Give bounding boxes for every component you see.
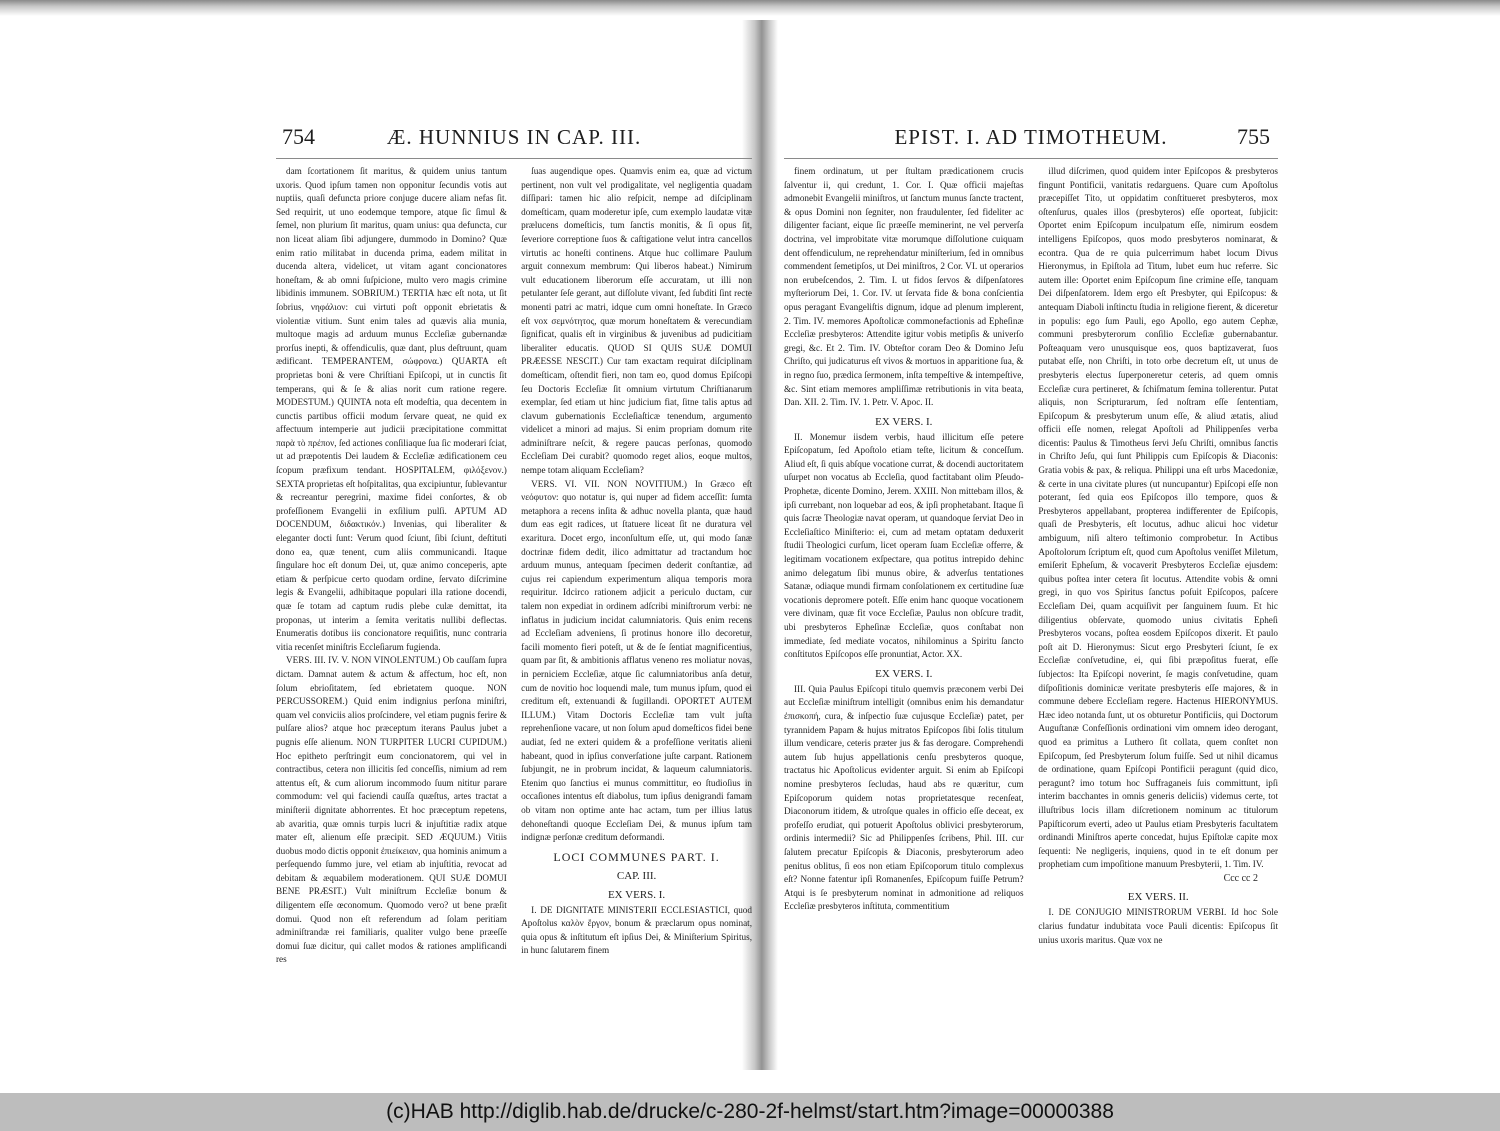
left-page-number: 754 [282,124,315,149]
section-heading: LOCI COMMUNES PART. I. [553,849,720,864]
paragraph: I. DE DIGNITATE MINISTERII ECCLESIASTICI, quod Apoſtolus καλὸν ἔργον, bonum & præclarum opus nominat, quia opus & inſtitutum eſt ipſius Dei, & Miniſterium Spiritus, in hunc ſalutarem finem [521,904,752,956]
section-heading: EX VERS. I. [875,415,933,428]
paragraph: finem ordinatum, ut per ſtultam prædicationem crucis ſalventur ii, qui credunt, 1. Cor. I. Quæ officii majeſtas admonebit Evangelii miniſtros, ut ſanctum munus ſancte tractent, & opus Domini non ſegniter, non fraudulenter, ſed fideliter ac diligenter faciant, eique ſic præeſſe meminerint, ne vel perverſa doctrina, vel improbitate vitæ morumque diſſolutione cuiquam dent offendiculum, ne reprehendatur miniſterium, ſed in omnibus commendent ſemetipſos, ut Dei miniſtros, 2 Cor. VI. ut operarios non erubeſcendos, 2. Tim. I. ut fidos ſervos & diſpenſatores myſteriorum Dei, 1. Cor. IV. ut ſervata fide & bona conſcientia opus peragant Evangeliſtis dignum, idque ad plenum implerent, 2. Tim. IV. memores Apoſtolicæ commonefactionis ad Epheſinæ Eccleſiæ presbyteros: Attendite igitur vobis metipſis & univerſo gregi, &c. Et 2. Tim. IV. Obteſtor coram Deo & Domino Jeſu Chriſto, qui judicaturus eſt vivos & mortuos in apparitione ſua, & in regno ſuo, prædica ſermonem, inſta tempeſtive & intempeſtive, &c. Sint etiam memores ampliſſimæ retributionis in vita beata, Dan. XII. 2. Tim. IV. 1. Petr. V. Apoc. II. [784,166,1024,408]
left-col-2 [521,165,752,995]
paragraph: ſuas augendique opes. Quamvis enim ea, quæ ad victum pertinent, non vult vel prodigalitate, vel negligentia quadam diſſipari: tamen hic alio reſpicit, nempe ad diſciplinam domeſticam, quam moderetur ipſe, cum exemplo laudatæ vitæ prælucens domeſticis, tum ſanctis monitis, & ſi opus ſit, ſeveriore correptione ſuos & caſtigatione velut intra cancellos virtutis ac honeſti continens. Atque huc collimare Paulum arguit connexum membrum: Qui liberos habeat.) Nimirum vult educationem liberorum eſſe accuratam, ut illi non petulanter ſeſe gerant, aut diſſolute vivant, ſed ſubditi ſint recte monenti patri ac matri, idque cum omni honeſtate. In Græco eſt vox σεμνότητος, quæ morum honeſtatem & verecundiam ſignificat, qualis eſt in virginibus & juvenibus ad pudicitiam liberaliter educatis. QUOD SI QUIS SUÆ DOMUI PRÆESSE NESCIT.) Cur tam exactam requirat diſciplinam domeſticam, oſtendit fieri, non tam eo, quod domus Epiſcopi ſeu Doctoris Eccleſiæ ſit omnium virtutum Chriſtianarum exemplar, ſed etiam ut hinc judicium fiat, ſitne talis aptus ad clavum gubernationis Eccleſiaſticæ tenendum, argumento videlicet a minori ad majus. Si enim propriam domum rite adminiſtrare neſcit, & regere paucas perſonas, quomodo Eccleſiam Dei curabit? quomodo reget alios, eoque multos, nempe totam aliquam Eccleſiam? [521,166,752,476]
scan-top-edge [0,0,1500,16]
paragraph: II. Monemur iisdem verbis, haud illicitum eſſe petere Epiſcopatum, ſed Apoſtolo etiam teſte, licitum & conceſſum. Aliud eſt, ſi quis abſque vocatione currat, & docendi auctoritatem uſurpet non vocatus ab Eccleſia, quod factitabant olim Pſeudo-Prophetæ, dicente Domino, Jerem. XXIII. Non mittebam illos, & ipſi currebant, non loquebar ad eos, & ipſi prophetabant. Itaque ſi quis ſacræ Theologiæ navat operam, ut quandoque ſerviat Deo in Eccleſiaſtico Miniſterio: ei, cum ad metam optatam deduxerit ſtudii Theologici curſum, licet operam ſuam Eccleſiæ offerre, & legitimam vocationem exſpectare, qua potitus intrepido dehinc animo delegatum ſibi munus obire, & adverſus tentationes Satanæ, odiaque mundi firmam conſolationem ex certitudine ſuæ vocationis depromere poteſt. Eſſe enim hanc quoque vocationem vere divinam, quæ fit voce Eccleſiæ, Paulus non obſcure tradit, ubi presbyteros Epheſinæ Eccleſiæ, quos conſtabat non immediate, ſed mediate vocatos, nihilominus a Spiritu ſancto conſtitutos Epiſcopos eſſe pronuntiat, Actor. XX. [784,431,1024,660]
right-running-head: EPIST. I. AD TIMOTHEUM. [894,125,1168,149]
paragraph: III. Quia Paulus Epiſcopi titulo quemvis præconem verbi Dei aut Eccleſiæ miniſtrum intelligit (omnibus enim his demandatur ἐπισκοπή, cura, & inſpectio ſuæ cujusque Eccleſiæ) patet, per tyrannidem Papam & hujus mitratos Epiſcopos ſibi ſolis titulum illum vendicare, ceteris præter jus & fas derogare. Comprehendi autem ſub hujus appellationis cenſu presbyteros quoque, tractatus hic Apoſtolicus evidenter arguit. Si enim ab Epiſcopi nomine presbyteros ſecludas, haud abs re quæritur, cum Epiſcoporum quidem notas proprietatesque recenſeat, Diaconorum itidem, & utroſque quales in officio eſſe deceat, ex profeſſo erudiat, qui potuerit Apoſtolus oblivici presbyterorum, ordinis intermedii? Sic ad Philippenſes ſcribens, Phil. III. cur ſalutem precatur Epiſcopis & Diaconis, presbyterorum adeo penitus oblitus, ſi eos non etiam Epiſcoporum titulo complexus eſt? Nonne fatentur ipſi Romanenſes, Epiſcopum fuiſſe Petrum? Atqui is ſe presbyterum nominat in admonitione ad reliquos Eccleſiæ presbyteros inſtituta, commentitium [784,683,1024,912]
left-columns [276,165,752,995]
section-heading: EX VERS. II. [1127,891,1189,904]
section-heading: EX VERS. I. [607,888,666,901]
signature-mark: Ccc cc 2 [1223,872,1258,884]
left-running-head: Æ. HUNNIUS IN CAP. III. [386,125,642,149]
right-page-number: 755 [1237,124,1270,149]
right-page [784,118,1278,1033]
paragraph: dam ſcortationem ſit maritus, & quidem unius tantum uxoris. Quod ipſum tamen non opponitur ſecundis votis aut nuptiis, quaſi defuncta priore conjuge ducere aliam nefas ſit. Sed requirit, ut uno eodemque tempore, atque ſic ſimul & ſemel, non plurium ſit maritus, quam unius: qua defuncta, cur non liceat aliam ſibi adjungere, dummodo in Domino? Quæ enim ratio militabat in ducenda prima, eadem militat in ducenda altera, videlicet, ut vitam agant concionatores honeſtam, & ab omni ſuſpicione, multo vero magis crimine libidinis immunem. SOBRIUM.) TERTIA hæc eſt nota, ut ſit ſobrius, νηφάλιον: cui virtuti poſt opponit ebrietatis & violentiæ vitium. Sunt enim tales ad quævis alia munia, multoque magis ad arduum munus Eccleſiæ gubernandæ prorſus inepti, & offendiculis, quæ dant, plus deſtruunt, quam ædificant. TEMPERANTEM, σώφρονα.) QUARTA eſt proprietas boni & vere Chriſtiani Epiſcopi, ut in cunctis ſit temperans, qui & ſe & alias norit cum ratione regere. MODESTUM.) QUINTA nota eſt modeſtia, qua decentem in cunctis partibus officii modum ſervare queat, ne quid ex affectuum intemperie aut judicii præcipitatione committat παρὰ τὸ πρέπον, ſed actiones conſiliaque ſua ſic moderari ſciat, ut ad præpotentis Dei laudem & Eccleſiæ ædificationem ceu ſcopum præfixum tendant. HOSPITALEM, φιλόξενον.) SEXTA proprietas eſt hoſpitalitas, qua excipiuntur, ſublevantur & recreantur peregrini, maxime fidei conſortes, & ob profeſſionem Evangelii in exſilium pulſi. APTUM AD DOCENDUM, διδακτικόν.) Invenias, qui liberaliter & eleganter docti ſunt: Verum quod ſciunt, ſibi ſciunt, deſtituti dono ea, quæ tenent, cum aliis communicandi. Itaque ſingulare hoc eſt donum Dei, ut, quæ animo conceperis, apte etiam & perſpicue certo quodam ordine, ſervato diſcrimine legis & Evangelii, adhibitaque populari illa ratione docendi, quæ ſe totam ad captum rudis plebe culæ demittat, ita proponas, ut interim a ſemita veritatis nullibi deflectas. Enumeratis dotibus iis concionatore requiſitis, nunc contraria vitia recenſet miniſtris Eccleſiarum fugienda. [276,166,507,652]
left-page-header [276,118,752,159]
paragraph: VERS. III. IV. V. NON VINOLENTUM.) Ob cauſſam ſupra dictam. Damnat autem & actum & affectum, hoc eſt, non ſolum ebrioſitatem, ſed ebrietatem quoque. NON PERCUSSOREM.) Quid enim indignius perſona miniſtri, quam vel conviciis alios proſcindere, vel etiam pugnis ferire & pulſare alios? atque hoc præceptum iterans Paulus jubet a pugnis eſſe alienum. NON TURPITER LUCRI CUPIDUM.) Hoc epitheto perſtringit eum concionatorem, qui vel in contractibus, cetera non illicitis ſed conceſſis, nimium ad rem attentus eſt, & cum aliorum incommodo ſuum nititur parare commodum: vel qui faciendi cauſſa quæſtus, artes tractat a miniſterii dignitate abhorrentes. Et hoc præceptum repetens, ab avaritia, quæ omnis turpis lucri & injuſtitiæ radix atque mater eſt, alienum eſſe præcipit. SED ÆQUUM.) Vitiis duobus modo dictis opponit ἐπιείκειαν, qua hominis animum a perſequendo ſummo jure, vel etiam ab injuſtitia, revocat ad debitam & æquabilem moderationem. QUI SUÆ DOMUI BENE PRÆSIT.) Vult miniſtrum Eccleſiæ bonum & diligentem eſſe œconomum. Quomodo vero? ut bene præſit domui. Quod non eſt referendum ad ſolam peritiam adminiſtrandæ rei familiaris, qualiter vulgo bene præeſſe domui ſuæ dicitur, qui callet modos & rationes amplificandi res [276,655,507,965]
paragraph: illud diſcrimen, quod quidem inter Epiſcopos & presbyteros fingunt Pontificii, vanitatis redarguens. Quare cum Apoſtolus præcepiſſet Tito, ut oppidatim conſtitueret presbyteros, mox oſtenſurus, quales illos (presbyteros) eſſe oporteat, ſubjicit: Oportet enim Epiſcopum inculpatum eſſe, nimirum eosdem intelligens Epiſcopos, quos modo presbyteros nominarat, & econtra. Qua de re quia pulcerrimum habet locum Divus Hieronymus, in Epiſtola ad Titum, lubet eum huc referre. Sic autem ille: Oportet enim Epiſcopum ſine crimine eſſe, tanquam Dei diſpenſatorem. Idem ergo eſt Presbyter, qui Epiſcopus: & antequam Diaboli inſtinctu ſtudia in religione fierent, & diceretur in populis: ego ſum Pauli, ego Apollo, ego autem Cephæ, communi presbyterorum conſilio Eccleſiæ gubernabantur. Poſteaquam vero unusquisque eos, quos baptizaverat, ſuos putabat eſſe, non Chriſti, in toto orbe decretum eſt, ut unus de presbyteris electus ſuperponeretur ceteris, ad quem omnis Eccleſiæ cura pertineret, & ſchiſmatum ſemina tollerentur. Putat aliquis, non Scripturarum, ſed noſtram eſſe ſententiam, Epiſcopum & presbyterum unum eſſe, & aliud ætatis, aliud officii eſſe nomen, relegat Apoſtoli ad Philippenſes verba dicentis: Paulus & Timotheus ſervi Jeſu Chriſti, omnibus ſanctis in Chriſto Jeſu, qui ſunt Philippis cum Epiſcopis & Diaconis: Gratia vobis & pax, & reliqua. Philippi una eſt urbs Macedoniæ, & certe in una civitate plures (ut nuncupantur) Epiſcopi eſſe non poterant, ſed quia eos Epiſcopos illo tempore, quos & Presbyteros appellabant, propterea indifferenter de Epiſcopis, quaſi de Presbyteris, eſt locutus, adhuc alicui hoc videtur ambiguum, niſi altero teſtimonio comprobetur. In Actibus Apoſtolorum ſcriptum eſt, quod cum Apoſtolus veniſſet Miletum, emiſerit Epheſum, & vocaverit Presbyteros Eccleſiæ ejusdem: quibus poſtea inter cetera ſit locutus. Attendite vobis & omni gregi, in quo vos Spiritus ſanctus poſuit Epiſcopos, paſcere Eccleſiam Dei, quam acquiſivit per ſanguinem ſuum. Et hic diligentius obſervate, quomodo unius civitatis Epheſi Presbyteros vocans, poſtea eosdem Epiſcopos dixerit. Et paulo poſt ait D. Hieronymus: Sicut ergo Presbyteri ſciunt, ſe ex Eccleſiæ conſvetudine, ei, qui ſibi præpoſitus fuerat, eſſe ſubjectos: Ita Epiſcopi noverint, ſe magis conſvetudine, quam diſpoſitionis dominicæ veritate presbyteris eſſe majores, & in commune debere Eccleſiam regere. Hactenus HIERONYMUS. Hæc ideo notanda ſunt, ut os obturetur Pontificiis, qui Doctorum Auguſtanæ Confeſſionis ordinationi vim omnem ideo derogant, quod ea primitus a Luthero ſit collata, quem conſtet non Epiſcopum, ſed Presbyterum ſolum fuiſſe. Sed ut nihil dicamus de ordinatione, quam Epiſcopi Pontificii peragunt (quid dico, peragunt? imo totum hoc Suffraganeis ſuis committunt, ipſi interim bacchantes in omnis generis deliciis) videmus certe, tot illuſtribus locis illam diſcretionem nominum ac titulorum Papiſticorum everti, adeo ut Paulus etiam Presbyteris facultatem ordinandi Miniſtros aperte concedat, hujus Epiſtolæ capite mox ſequenti: Ne negligeris, inquiens, quod in te eſt donum per prophetiam cum impoſitione manuum Presbyterii, 1. Tim. IV. [1038,166,1278,870]
left-col-1 [276,165,507,995]
right-col-2 [1038,165,1278,995]
section-heading: EX VERS. I. [875,667,933,680]
right-page-header [784,118,1278,159]
left-page [276,118,752,1033]
copyright-footer: (c)HAB http://diglib.hab.de/drucke/c-280-2f-helmst/start.htm?image=00000388 [0,1093,1500,1131]
section-heading: CAP. III. [616,869,657,882]
paragraph: I. DE CONJUGIO MINISTRORUM VERBI. Id hoc Sole clarius fundatur indubitata voce Pauli dicentis: Epiſcopus ſit unius uxoris maritus. Quæ vox ne [1038,907,1278,945]
right-columns [784,165,1278,995]
paragraph: VERS. VI. VII. NON NOVITIUM.) In Græco eſt νεόφυτον: quo notatur is, qui nuper ad fidem acceſſit: ſumta metaphora a recens inſita & adhuc novella planta, quæ haud dum eas egit radices, ut ſtatuere liceat ſit ne duratura vel exaritura. Docet ergo, inconſultum eſſe, ut, qui modo ſanæ doctrinæ fidem dedit, ilico admittatur ad tractandum hoc arduum munus, antequam ſpecimen dederit conſtantiæ, ad cujus rei capiendum experimentum aliqua temporis mora requiritur. Idcirco rationem adjicit a periculo ductam, cur talem non expediat in ordinem adſcribi miniſtrorum verbi: ne inflatus in judicium incidat calumniatoris. Quis enim recens ad Eccleſiam adveniens, ſi protinus honore illo decoretur, facili momento fieri poteſt, ut & de ſe ſentiat magnificentius, quam par ſit, & ambitionis afflatus veneno res moliatur novas, in perniciem Eccleſiæ, atque ſic calumniatoribus anſa detur, cum de novitio hoc loquendi male, tum munus ipſum, quod ei creditum eſt, extenuandi & ſugillandi. OPORTET AUTEM ILLUM.) Vitam Doctoris Eccleſiæ tam vult juſta reprehenſione vacare, ut non ſolum apud domeſticos fidei bene audiat, ſed ne exteri quidem & a profeſſione veritatis alieni habeant, quod in ipſius converſatione juſte carpant. Rationem ſubjungit, ne in probrum incidat, & laqueum calumniatoris. Etenim quo ſanctius ei munus committitur, eo ſtudioſius in occaſiones intentus eſt diabolus, tum ipſius denigrandi famam ob vitam non optime ante hac actam, tum per illius latus dehoneſtandi quoque Eccleſiam Dei, & munus ipſum tam indignæ perſonæ creditum deformandi. [521,478,752,843]
right-col-1 [784,165,1024,995]
